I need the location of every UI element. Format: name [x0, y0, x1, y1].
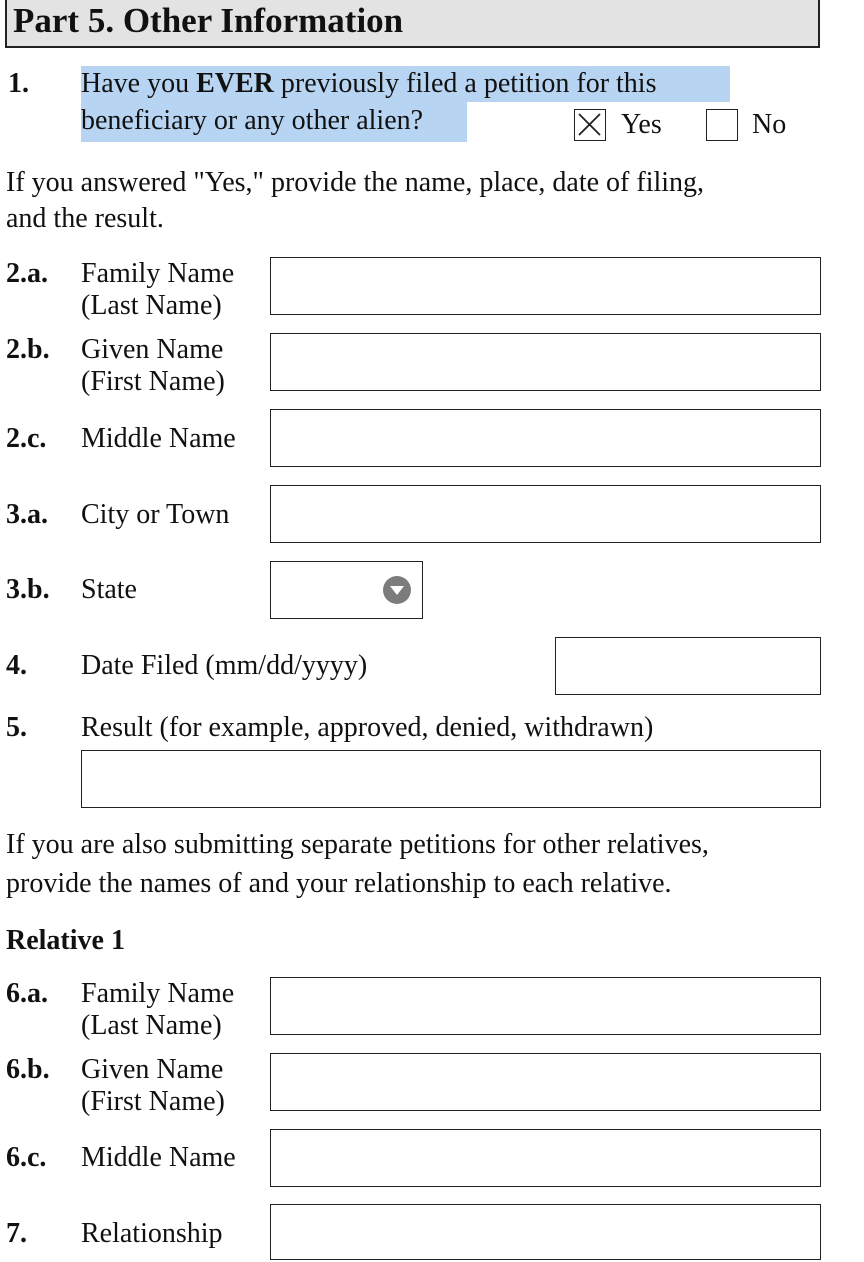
field-2c-label: Middle Name [81, 423, 236, 454]
no-label: No [752, 109, 787, 140]
field-4-number: 4. [6, 650, 27, 681]
field-6a-number: 6.a. [6, 978, 48, 1009]
city-field[interactable] [270, 485, 821, 543]
field-2b-number: 2.b. [6, 334, 50, 365]
field-6b-label-line2: (First Name) [81, 1086, 225, 1117]
field-6a-label-line2: (Last Name) [81, 1010, 222, 1041]
instruction-1-line1: If you answered "Yes," provide the name, place, date of filing, [6, 167, 705, 198]
field-2b-label-line2: (First Name) [81, 366, 225, 397]
family-name-field[interactable] [270, 257, 821, 315]
field-2a-label-line1: Family Name [81, 258, 235, 289]
question-1-line1-pre: Have you [81, 68, 197, 99]
section-title: Part 5. Other Information [13, 1, 404, 40]
question-1-line1-post: previously filed a petition for this [273, 68, 657, 99]
date-filed-field[interactable] [555, 637, 821, 695]
relative-1-heading: Relative 1 [6, 925, 125, 956]
field-3b-number: 3.b. [6, 574, 50, 605]
field-6a-label-line1: Family Name [81, 978, 235, 1009]
section-header [5, 0, 820, 48]
field-2b-label-line1: Given Name [81, 334, 224, 365]
no-checkbox[interactable] [706, 109, 738, 141]
question-1-line1 [81, 66, 730, 102]
field-7-label: Relationship [81, 1218, 223, 1249]
chevron-down-icon[interactable] [383, 576, 411, 604]
relative-given-name-field[interactable] [270, 1053, 821, 1111]
field-6c-number: 6.c. [6, 1142, 47, 1173]
field-6b-label-line1: Given Name [81, 1054, 224, 1085]
instruction-2-line2: provide the names of and your relationship to each relative. [6, 868, 672, 899]
field-7-number: 7. [6, 1218, 27, 1249]
yes-label: Yes [621, 109, 662, 140]
question-1-line2: beneficiary or any other alien? [81, 102, 467, 142]
relative-family-name-field[interactable] [270, 977, 821, 1035]
state-select[interactable] [270, 561, 423, 619]
field-4-label: Date Filed (mm/dd/yyyy) [81, 650, 368, 681]
field-6b-number: 6.b. [6, 1054, 50, 1085]
dropdown-triangle-icon [389, 584, 405, 596]
field-5-label: Result (for example, approved, denied, withdrawn) [81, 712, 654, 743]
instruction-1-line2: and the result. [6, 203, 164, 234]
field-3a-number: 3.a. [6, 499, 48, 530]
field-2a-label-line2: (Last Name) [81, 290, 222, 321]
field-2c-number: 2.c. [6, 423, 47, 454]
question-1-number: 1. [8, 68, 29, 99]
field-3a-label: City or Town [81, 499, 230, 530]
field-5-number: 5. [6, 712, 27, 743]
result-field[interactable] [81, 750, 821, 808]
question-1-emphasis: EVER [196, 68, 274, 99]
field-3b-label: State [81, 574, 137, 605]
field-2a-number: 2.a. [6, 258, 48, 289]
yes-checkbox[interactable] [574, 109, 606, 141]
middle-name-field[interactable] [270, 409, 821, 467]
x-check-icon [575, 110, 604, 139]
field-6c-label: Middle Name [81, 1142, 236, 1173]
relationship-field[interactable] [270, 1204, 821, 1260]
given-name-field[interactable] [270, 333, 821, 391]
instruction-2-line1: If you are also submitting separate petitions for other relatives, [6, 829, 709, 860]
relative-middle-name-field[interactable] [270, 1129, 821, 1187]
